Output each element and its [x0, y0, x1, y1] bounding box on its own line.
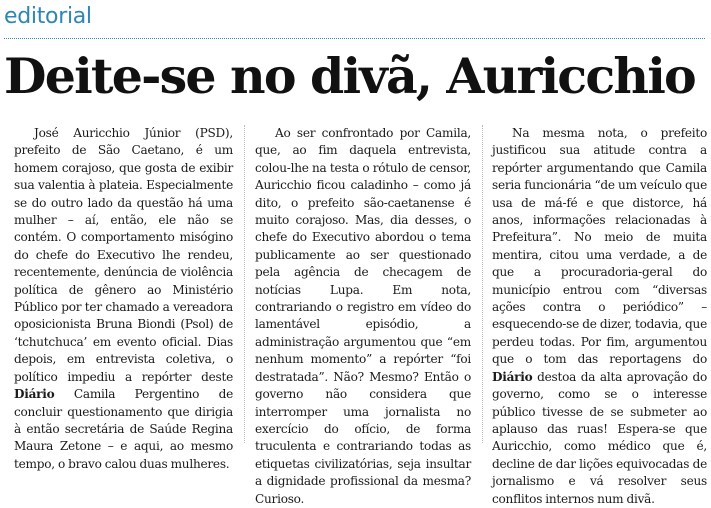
- paragraph-1-text-b: Camila Pergentino de concluir questionamento que dirigia à então secretária de Saúde Regina Maura Zetone – e aqui, ao mesmo tempo, o bravo calou duas mulheres.: [14, 387, 233, 471]
- article-paragraph-1: [14, 125, 233, 473]
- column-divider: [482, 125, 483, 443]
- newspaper-name: Diário: [14, 387, 55, 402]
- paragraph-3-text-b: destoa da alta aprovação do governo, como se o interesse público tivesse de se submeter ao aplauso das ruas! Espera-se que Auricchio, como médico que é, decline de dar lições equivocadas de jornalismo e vá resolver seus conflitos internos num divã.: [492, 369, 707, 506]
- article-column-1: [14, 125, 233, 473]
- column-divider: [244, 125, 245, 443]
- headline: Deite-se no divã, Auricchio: [4, 47, 695, 105]
- article-paragraph-3: [492, 125, 707, 508]
- article-column-3: [492, 125, 707, 508]
- article-column-2: [255, 125, 471, 508]
- section-label: editorial: [4, 4, 92, 29]
- paragraph-3-text-a: Na mesma nota, o prefeito justificou sua atitude contra a repórter argumentando que Camila seria funcionária “de um veículo que usa de má-fé e que distorce, há anos, informações relacionadas à Prefeitura”. No meio de muita mentira, citou uma verdade, a de que a procuradoria-geral do município entrou com “diversas ações contra o periódico” – esquecendo-se de dizer, todavia, que perdeu todas. Por fim, argumentou que o tom das reportagens do: [492, 126, 707, 367]
- section-divider: [4, 38, 705, 39]
- article-paragraph-2: Ao ser confrontado por Camila, que, ao fim daquela entrevista, colou-lhe na testa o rótulo de censor, Auricchio ficou caladinho – como já dito, o prefeito são-caetanense é muito corajoso. Mas, dia desses, o chefe do Executivo abordou o tema publicamente ao ser questionado pela agência de checagem de notícias Lupa. Em nota, contrariando o registro em vídeo do lamentável episódio, a administração argumentou que “em nenhum momento” a repórter “foi destratada”. Não? Mesmo? Então o governo não considera que interromper uma jornalista no exercício do ofício, de forma truculenta e contrariando todas as etiquetas civilizatórias, seja insultar a dignidade profissional da mesma? Curioso.: [255, 126, 471, 506]
- paragraph-1-text-a: José Auricchio Júnior (PSD), prefeito de São Caetano, é um homem corajoso, que gosta de exibir sua valentia à plateia. Especialmente se do outro lado da questão há uma mulher – aí, então, ele não se contém. O comportamento misógino do chefe do Executivo lhe rendeu, recentemente, denúncia de violência política de gênero ao Ministério Público por ter chamado a vereadora oposicionista Bruna Biondi (Psol) de ‘tchutchuca’ em evento oficial. Dias depois, em entrevista coletiva, o político impediu a repórter deste: [14, 126, 233, 384]
- newspaper-name: Diário: [492, 369, 533, 384]
